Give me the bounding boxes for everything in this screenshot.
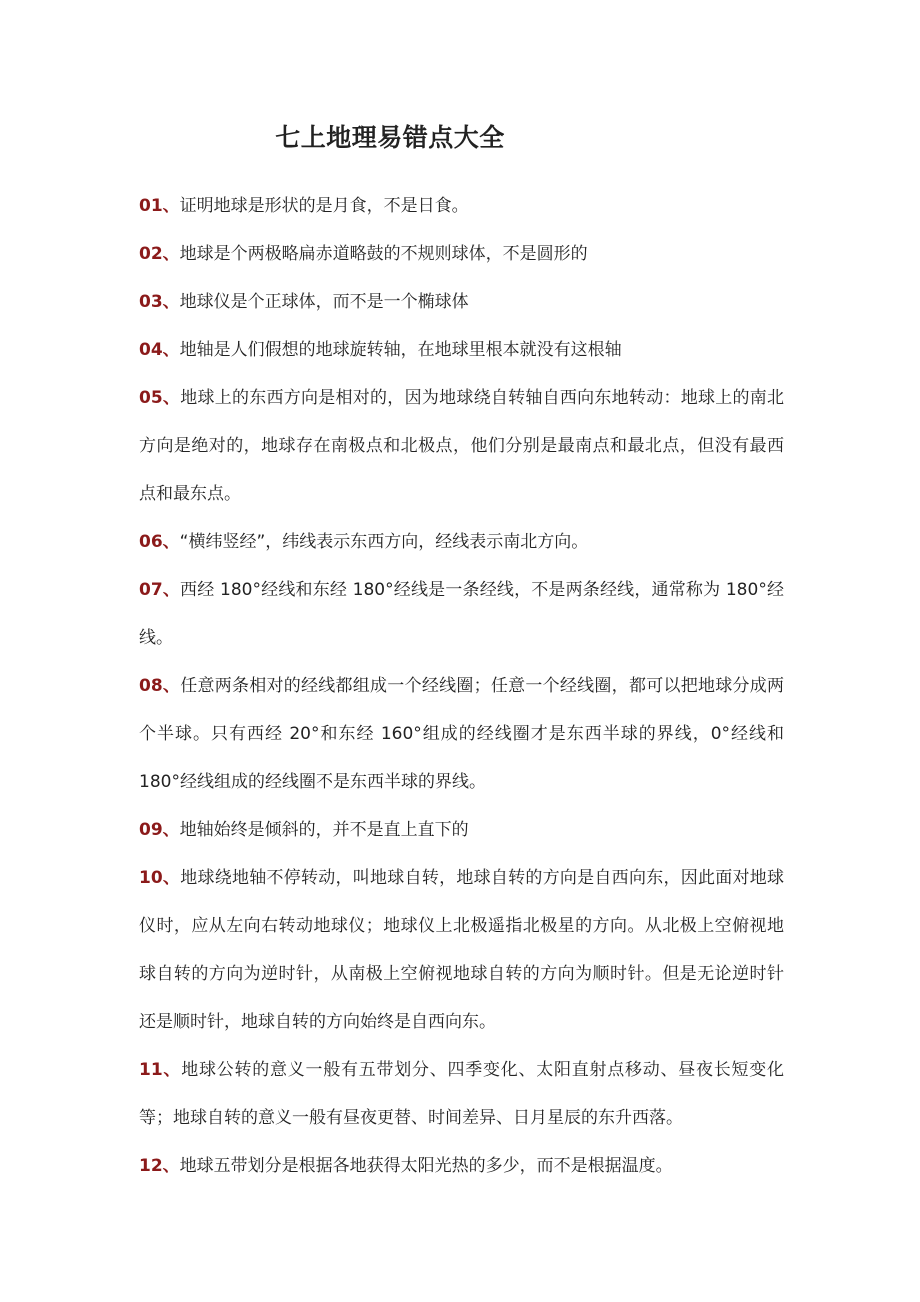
item-text: 任意两条相对的经线都组成一个经线圈；任意一个经线圈，都可以把地球分成两个半球。只有西经 20°和东经 160°组成的经线圈才是东西半球的界线，0°经线和 180°经线组成的经线圈不是东西半球的界线。: [139, 676, 785, 792]
item-separator: 、: [162, 244, 180, 264]
item-text: “横纬竖经”，纬线表示东西方向，经线表示南北方向。: [179, 532, 589, 552]
list-item: [139, 278, 784, 326]
item-separator: 、: [162, 340, 180, 360]
list-item: [139, 182, 784, 230]
list-item: [139, 566, 784, 662]
item-separator: 、: [162, 292, 180, 312]
item-separator: 、: [162, 388, 181, 408]
item-number: 08: [139, 676, 163, 696]
list-item: [139, 806, 784, 854]
item-separator: 、: [162, 532, 180, 552]
item-separator: 、: [162, 820, 180, 840]
list-item: [139, 662, 784, 806]
list-item: [139, 374, 784, 518]
item-number: 01: [139, 196, 163, 216]
item-text: 地轴是人们假想的地球旋转轴，在地球里根本就没有这根轴: [179, 340, 622, 360]
item-number: 05: [139, 388, 163, 408]
item-number: 04: [139, 340, 163, 360]
item-separator: 、: [162, 676, 181, 696]
item-number: 09: [139, 820, 163, 840]
item-text: 地球上的东西方向是相对的，因为地球绕自转轴自西向东地转动：地球上的南北方向是绝对的，地球存在南极点和北极点，他们分别是最南点和最北点，但没有最西点和最东点。: [139, 388, 785, 504]
item-separator: 、: [162, 868, 181, 888]
list-item: [139, 518, 784, 566]
item-text: 地球仪是个正球体，而不是一个椭球体: [179, 292, 469, 312]
item-separator: 、: [162, 1156, 180, 1176]
item-number: 07: [139, 580, 163, 600]
item-text: 地球公转的意义一般有五带划分、四季变化、太阳直射点移动、昼夜长短变化等；地球自转的意义一般有昼夜更替、时间差异、日月星辰的东升西落。: [139, 1060, 785, 1128]
item-text: 地球是个两极略扁赤道略鼓的不规则球体，不是圆形的: [179, 244, 588, 264]
item-number: 02: [139, 244, 163, 264]
item-list: [139, 182, 784, 1190]
document-title: 七上地理易错点大全: [275, 123, 505, 152]
item-number: 12: [139, 1156, 163, 1176]
item-separator: 、: [162, 196, 180, 216]
item-text: 地球绕地轴不停转动，叫地球自转，地球自转的方向是自西向东，因此面对地球仪时，应从左向右转动地球仪；地球仪上北极遥指北极星的方向。从北极上空俯视地球自转的方向为逆时针，从南极上空俯视地球自转的方向为顺时针。但是无论逆时针还是顺时针，地球自转的方向始终是自西向东。: [139, 868, 785, 1032]
item-number: 11: [139, 1060, 163, 1080]
item-text: 证明地球是形状的是月食，不是日食。: [179, 196, 469, 216]
item-separator: 、: [162, 580, 181, 600]
item-separator: 、: [162, 1060, 182, 1080]
item-number: 10: [139, 868, 163, 888]
item-text: 地球五带划分是根据各地获得太阳光热的多少，而不是根据温度。: [179, 1156, 673, 1176]
item-text: 地轴始终是倾斜的，并不是直上直下的: [179, 820, 469, 840]
item-number: 06: [139, 532, 163, 552]
list-item: [139, 1142, 784, 1190]
item-number: 03: [139, 292, 163, 312]
item-text: 西经 180°经线和东经 180°经线是一条经线，不是两条经线，通常称为 180°经线。: [139, 580, 784, 648]
list-item: [139, 1046, 784, 1142]
list-item: [139, 230, 784, 278]
list-item: [139, 854, 784, 1046]
list-item: [139, 326, 784, 374]
